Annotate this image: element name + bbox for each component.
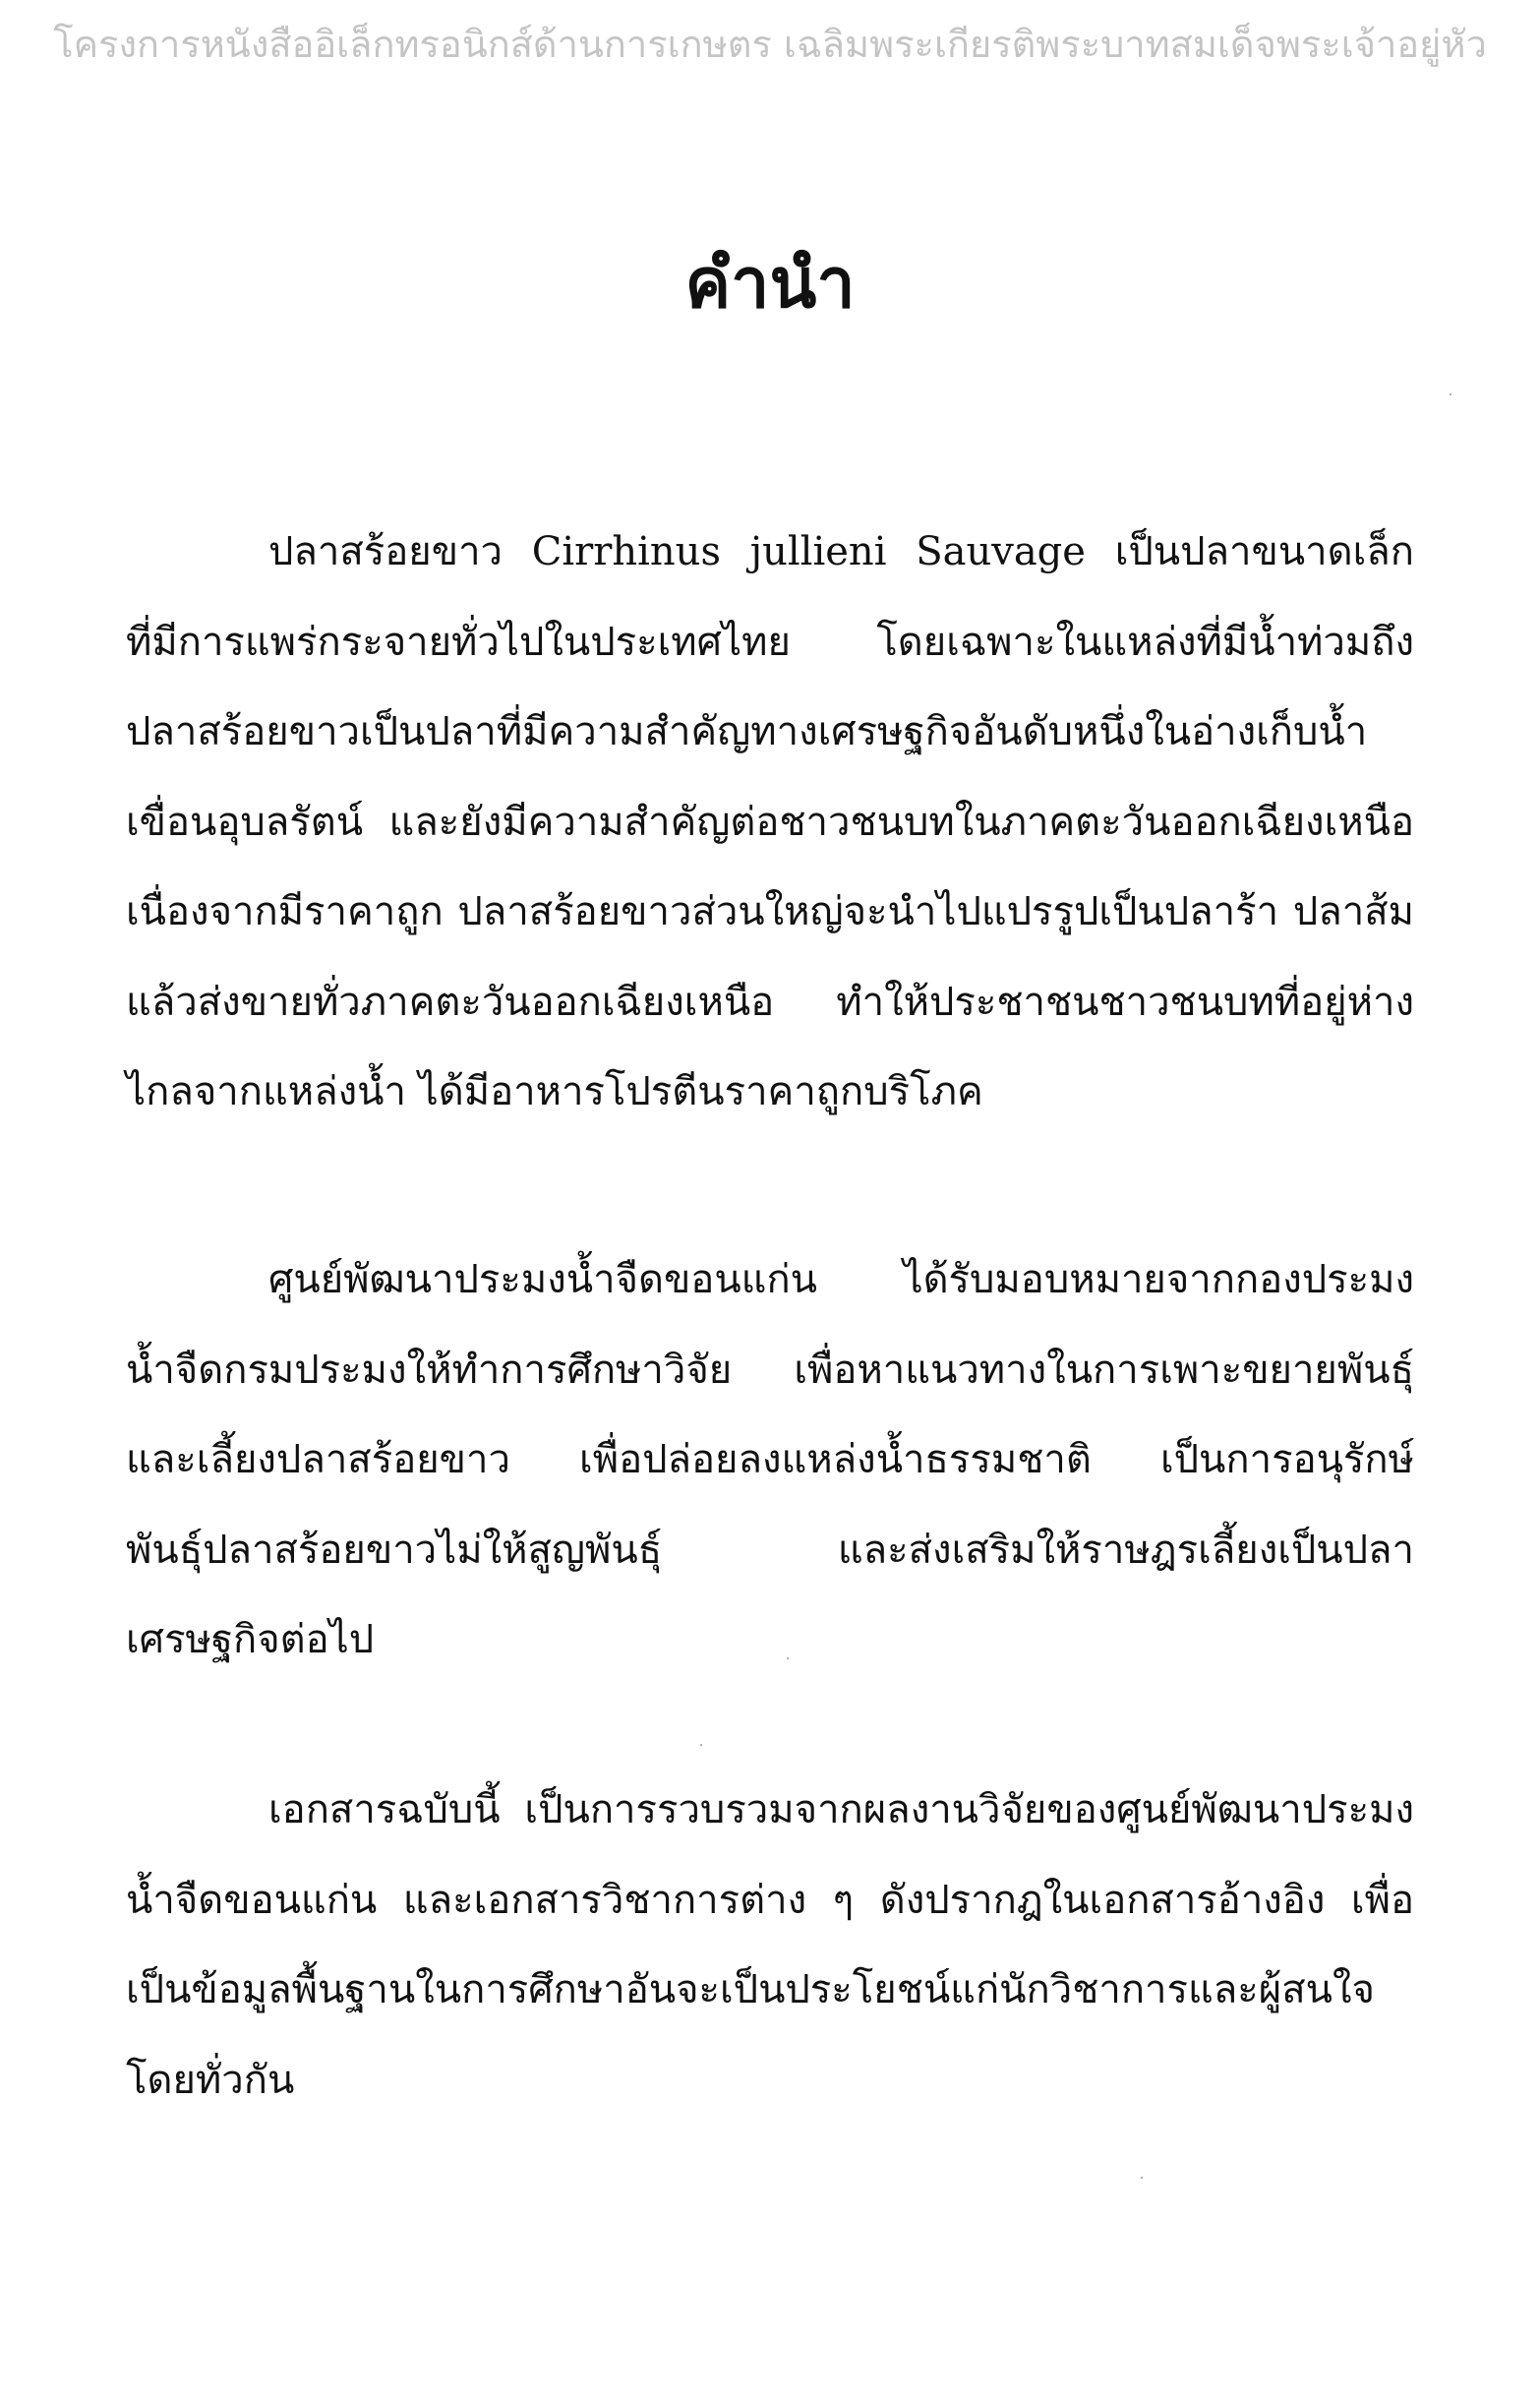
paragraph-3 [126, 1766, 1414, 2126]
paragraph-1 [126, 508, 1414, 1138]
paragraph-line: น้ำจืดกรมประมงให้ทำการศึกษาวิจัย เพื่อหาแนวทางในการเพาะขยายพันธุ์ [126, 1347, 1414, 1393]
scan-speck [700, 1744, 702, 1746]
paragraph-line: เป็นข้อมูลพื้นฐานในการศึกษาอันจะเป็นประโยชน์แก่นักวิชาการและผู้สนใจ [126, 1967, 1375, 2012]
paragraph-line: ไกลจากแหล่งน้ำ ได้มีอาหารโปรตีนราคาถูกบริโภค [126, 1069, 983, 1114]
paragraph-line: เขื่อนอุบลรัตน์ และยังมีความสำคัญต่อชาวชนบทในภาคตะวันออกเฉียงเหนือ [126, 799, 1414, 845]
page-title: คำนำ [684, 242, 856, 324]
scan-speck [1141, 2177, 1143, 2179]
paragraph-line: และเลี้ยงปลาสร้อยขาว เพื่อปล่อยลงแหล่งน้ำธรรมชาติ เป็นการอนุรักษ์ [126, 1437, 1414, 1482]
scan-speck [1450, 393, 1451, 395]
paragraph-line: ศูนย์พัฒนาประมงน้ำจืดขอนแก่น ได้รับมอบหมายจากกองประมง [268, 1257, 1414, 1302]
scan-speck [787, 1657, 789, 1659]
paragraph-line: แล้วส่งขายทั่วภาคตะวันออกเฉียงเหนือ ทำให้ประชาชนชาวชนบทที่อยู่ห่าง [126, 979, 1414, 1025]
paragraph-2 [126, 1235, 1414, 1686]
paragraph-line: ที่มีการแพร่กระจายทั่วไปในประเทศไทย โดยเฉพาะในแหล่งที่มีน้ำท่วมถึง [126, 619, 1414, 665]
paragraph-line: เศรษฐกิจต่อไป [126, 1617, 375, 1662]
paragraph-line: ปลาสร้อยขาว Cirrhinus jullieni Sauvage เป็นปลาขนาดเล็ก [268, 529, 1414, 574]
paragraph-line: เอกสารฉบับนี้ เป็นการรวบรวมจากผลงานวิจัยของศูนย์พัฒนาประมง [268, 1787, 1414, 1832]
paragraph-line: เนื่องจากมีราคาถูก ปลาสร้อยขาวส่วนใหญ่จะนำไปแปรรูปเป็นปลาร้า ปลาส้ม [126, 889, 1414, 934]
paragraph-line: โดยทั่วกัน [126, 2057, 295, 2103]
paragraph-line: พันธุ์ปลาสร้อยขาวไม่ให้สูญพันธุ์ และส่งเสริมให้ราษฎรเลี้ยงเป็นปลา [126, 1527, 1414, 1573]
paragraph-line: น้ำจืดขอนแก่น และเอกสารวิชาการต่าง ๆ ดังปรากฎในเอกสารอ้างอิง เพื่อ [126, 1877, 1414, 1923]
paragraph-line: ปลาสร้อยขาวเป็นปลาที่มีความสำคัญทางเศรษฐกิจอันดับหนึ่งในอ่างเก็บน้ำ [126, 709, 1368, 754]
project-header: โครงการหนังสืออิเล็กทรอนิกส์ด้านการเกษตร เฉลิมพระเกียรติพระบาทสมเด็จพระเจ้าอยู่หัว [53, 23, 1487, 66]
